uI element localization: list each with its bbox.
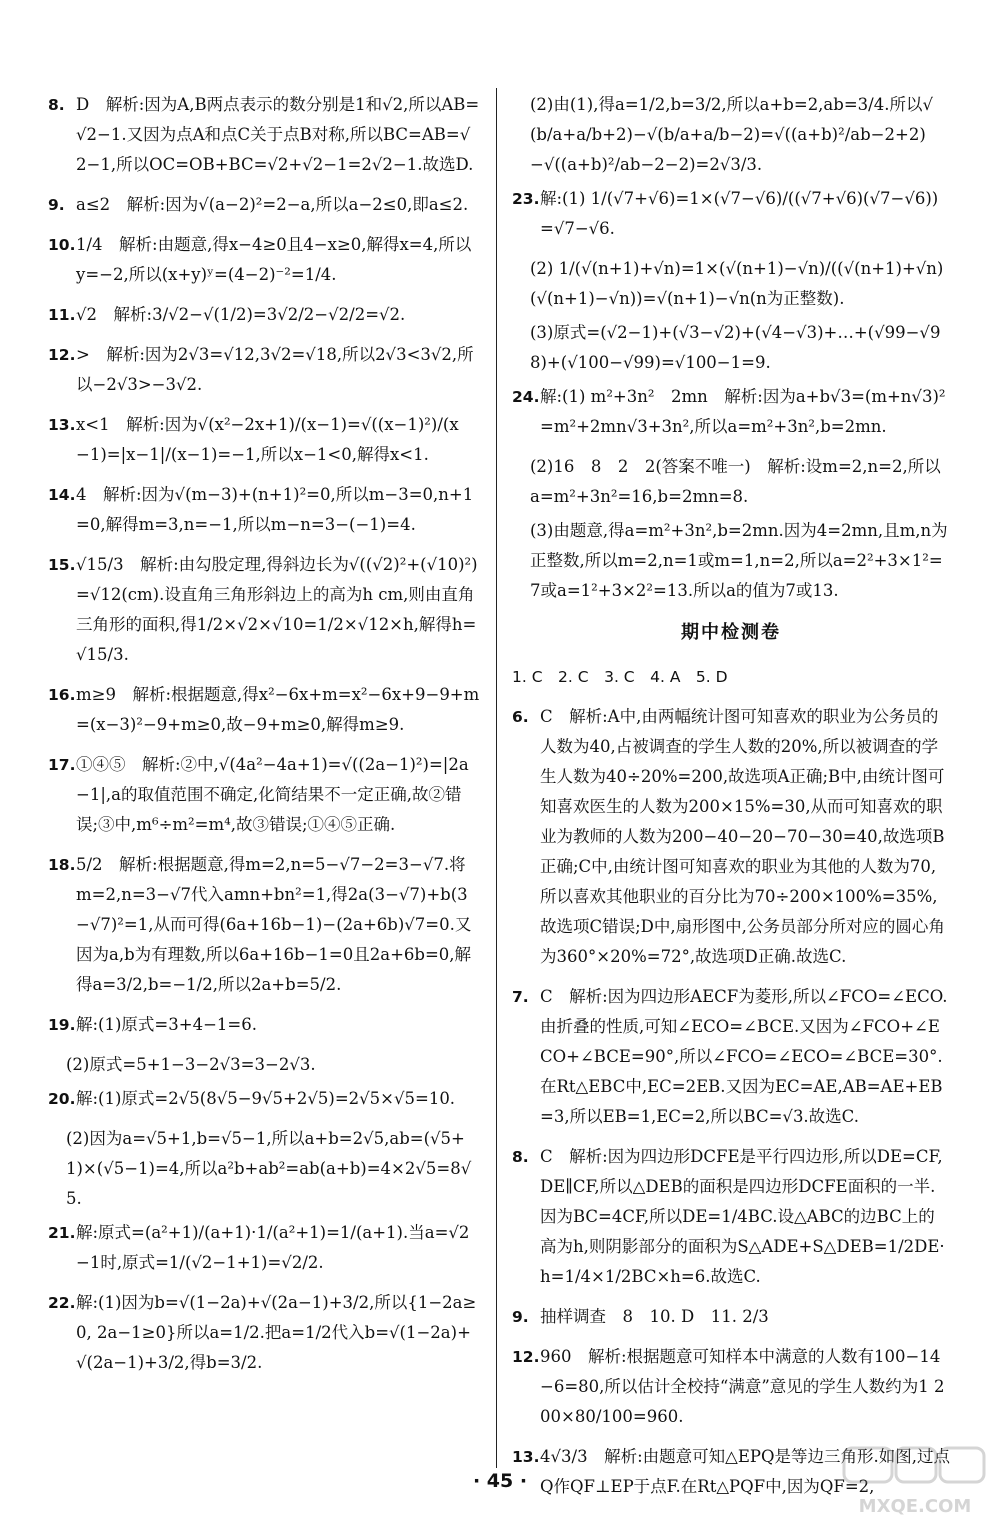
left-entry [48, 340, 480, 400]
left-entry [48, 1010, 480, 1040]
answer-text: 1/4 解析:由题意,得x−4≥0且4−x≥0,解得x=4,所以y=−2,所以(x+y)ʸ=(4−2)⁻²=1/4. [76, 235, 472, 284]
question-number: 24. [512, 388, 540, 406]
page-number: · 45 · [472, 1470, 528, 1492]
right-top-entry [512, 516, 950, 606]
left-entry [48, 300, 480, 330]
left-entry [48, 230, 480, 290]
left-entry [48, 680, 480, 740]
question-number: 14. [48, 486, 76, 504]
answer-text: (2)由(1),得a=1/2,b=3/2,所以a+b=2,ab=3/4.所以√(b/a+a/b+2)−√(b/a+a/b−2)=√((a+b)²/ab−2+2)−√((a+b)²/ab−2−2)=2√3/3. [530, 95, 933, 174]
answer-text: C 解析:A中,由两幅统计图可知喜欢的职业为公务员的人数为40,占被调查的学生人数的20%,所以被调查的学生人数为40÷20%=200,故选项A正确;B中,由统计图可知喜欢医生的人数为200×15%=30,从而可知喜欢的职业为教师的人数为200−40−20−70−30=40,故选项B正确;C中,由统计图可知喜欢的职业为其他的人数为70,所以喜欢其他职业的百分比为70÷200×100%=35%,故选项C错误;D中,扇形图中,公务员部分所对应的圆心角为360°×20%=72°,故选项D正确.故选C. [540, 707, 945, 966]
left-entry [48, 850, 480, 1000]
right-top-entry [512, 90, 950, 180]
left-entry [48, 1288, 480, 1378]
answer-text: (3)原式=(√2−1)+(√3−√2)+(√4−√3)+…+(√99−√98)+(√100−√99)=√100−1=9. [530, 323, 941, 372]
right-top-entry [512, 452, 950, 512]
svg-text:MXQE.COM: MXQE.COM [858, 1496, 972, 1517]
multiple-choice-answers: 1. C 2. C 3. C 4. A 5. D [512, 668, 728, 686]
left-entry [48, 1124, 480, 1214]
question-number: 13. [48, 416, 76, 434]
answer-text: m≥9 解析:根据题意,得x²−6x+m=x²−6x+9−9+m=(x−3)²−9+m≥0,故−9+m≥0,解得m≥9. [76, 685, 480, 734]
answer-text: C 解析:因为四边形DCFE是平行四边形,所以DE=CF,DE∥CF,所以△DEB的面积是四边形DCFE面积的一半.因为BC=4CF,所以DE=1/4BC.设△ABC的边BC上的高为h,则阴影部分的面积为S△ADE+S△DEB=1/2DE·h=1/4×1/2BC×h=6.故选C. [540, 1147, 945, 1286]
right-bottom-entry [512, 702, 950, 972]
answer-text: x<1 解析:因为√(x²−2x+1)/(x−1)=√((x−1)²)/(x−1)=|x−1|/(x−1)=−1,所以x−1<0,解得x<1. [76, 415, 459, 464]
left-entry [48, 410, 480, 470]
answer-text: (2)原式=5+1−3−2√3=3−2√3. [66, 1055, 316, 1074]
question-number: 18. [48, 856, 76, 874]
answer-text: 4√3/3 解析:由题意可知△EPQ是等边三角形.如图,过点Q作QF⊥EP于点F.在Rt△PQF中,因为QF=2, [540, 1447, 950, 1496]
question-number: 16. [48, 686, 76, 704]
answer-text: ①④⑤ 解析:②中,√(4a²−4a+1)=√((2a−1)²)=|2a−1|,a的取值范围不确定,化简结果不一定正确,故②错误;③中,m⁶÷m²=m⁴,故③错误;①④⑤正确. [76, 755, 469, 834]
right-top-entry [512, 184, 950, 244]
left-entry [48, 190, 480, 220]
left-entry [48, 480, 480, 540]
answer-text: 解:(1) 1/(√7+√6)=1×(√7−√6)/((√7+√6)(√7−√6))=√7−√6. [540, 189, 939, 238]
question-number: 9. [512, 1308, 529, 1326]
answer-text: 解:(1) m²+3n² 2mn 解析:因为a+b√3=(m+n√3)²=m²+2mn√3+3n²,所以a=m²+3n²,b=2mn. [540, 387, 946, 436]
answer-text: √2 解析:3/√2−√(1/2)=3√2/2−√2/2=√2. [76, 305, 406, 324]
question-number: 8. [48, 96, 65, 114]
question-number: 22. [48, 1294, 76, 1312]
left-entry [48, 1050, 480, 1080]
question-number: 19. [48, 1016, 76, 1034]
answer-text: √15/3 解析:由勾股定理,得斜边长为√((√2)²+(√10)²)=√12(cm).设直角三角形斜边上的高为h cm,则由直角三角形的面积,得1/2×√2×√10=1/2×√12×h,解得h=√15/3. [76, 555, 478, 664]
question-number: 6. [512, 708, 529, 726]
question-number: 12. [512, 1348, 540, 1366]
right-top-entry [512, 254, 950, 314]
right-bottom-entry [512, 1302, 950, 1332]
left-column [48, 90, 480, 1388]
right-column [512, 90, 950, 1512]
right-bottom-entry [512, 1142, 950, 1292]
answer-text: (2)16 8 2 2(答案不唯一) 解析:设m=2,n=2,所以a=m²+3n²=16,b=2mn=8. [530, 457, 941, 506]
answer-text: (3)由题意,得a=m²+3n²,b=2mn.因为4=2mn,且m,n为正整数,所以m=2,n=1或m=1,n=2,所以a=2²+3×1²=7或a=1²+3×2²=13.所以a的值为7或13. [530, 521, 948, 600]
question-number: 20. [48, 1090, 76, 1108]
watermark-logo [840, 1442, 990, 1522]
answer-text: 解:(1)因为b=√(1−2a)+√(2a−1)+3/2,所以{1−2a≥0, 2a−1≥0}所以a=1/2.把a=1/2代入b=√(1−2a)+√(2a−1)+3/2,得b=3/2. [76, 1293, 477, 1372]
answer-text: > 解析:因为2√3=√12,3√2=√18,所以2√3<3√2,所以−2√3>−3√2. [76, 345, 474, 394]
answer-text: (2) 1/(√(n+1)+√n)=1×(√(n+1)−√n)/((√(n+1)+√n)(√(n+1)−√n))=√(n+1)−√n(n为正整数). [530, 259, 944, 308]
right-top-entry [512, 382, 950, 442]
answer-text: 4 解析:因为√(m−3)+(n+1)²=0,所以m−3=0,n+1=0,解得m=3,n=−1,所以m−n=3−(−1)=4. [76, 485, 474, 534]
section-title: 期中检测卷 [681, 622, 781, 643]
answer-text: C 解析:因为四边形AECF为菱形,所以∠FCO=∠ECO.由折叠的性质,可知∠ECO=∠BCE.又因为∠FCO+∠ECO+∠BCE=90°,所以∠FCO=∠ECO=∠BCE=30°.在Rt△EBC中,EC=2EB.又因为EC=AE,AB=AE+EB=3,所以EB=1,EC=2,所以BC=√3.故选C. [540, 987, 948, 1126]
question-number: 17. [48, 756, 76, 774]
question-number: 13. [512, 1448, 540, 1466]
answer-text: 解:(1)原式=3+4−1=6. [76, 1015, 257, 1034]
column-divider [496, 88, 497, 1468]
question-number: 7. [512, 988, 529, 1006]
question-number: 23. [512, 190, 540, 208]
question-number: 12. [48, 346, 76, 364]
question-number: 15. [48, 556, 76, 574]
left-entry [48, 90, 480, 180]
answer-text: D 解析:因为A,B两点表示的数分别是1和√2,所以AB=√2−1.又因为点A和点C关于点B对称,所以BC=AB=√2−1,所以OC=OB+BC=√2+√2−1=2√2−1.故选D. [76, 95, 480, 174]
left-entry [48, 550, 480, 670]
left-entry [48, 750, 480, 840]
answer-text: (2)因为a=√5+1,b=√5−1,所以a+b=2√5,ab=(√5+1)×(√5−1)=4,所以a²b+ab²=ab(a+b)=4×2√5=8√5. [66, 1129, 472, 1208]
right-top-entry [512, 318, 950, 378]
answer-text: a≤2 解析:因为√(a−2)²=2−a,所以a−2≤0,即a≤2. [76, 195, 469, 214]
left-entry [48, 1084, 480, 1114]
answer-text: 960 解析:根据题意可知样本中满意的人数有100−14−6=80,所以估计全校持“满意”意见的学生人数约为1 200×80/100=960. [540, 1347, 945, 1426]
answer-text: 解:原式=(a²+1)/(a+1)·1/(a²+1)=1/(a+1).当a=√2−1时,原式=1/(√2−1+1)=√2/2. [76, 1223, 470, 1272]
answer-text: 5/2 解析:根据题意,得m=2,n=5−√7−2=3−√7.将m=2,n=3−√7代入amn+bn²=1,得2a(3−√7)+b(3−√7)²=1,从而可得(6a+16b−1)−(2a+6b)√7=0.又因为a,b为有理数,所以6a+16b−1=0且2a+6b=0,解得a=3/2,b=−1/2,所以2a+b=5/2. [76, 855, 472, 994]
question-number: 9. [48, 196, 65, 214]
question-number: 10. [48, 236, 76, 254]
question-number: 11. [48, 306, 76, 324]
right-bottom-answers [512, 702, 950, 1502]
answer-text: 抽样调查 8 10. D 11. 2/3 [540, 1307, 769, 1326]
right-bottom-entry [512, 982, 950, 1132]
question-number: 8. [512, 1148, 529, 1166]
answer-text: 解:(1)原式=2√5(8√5−9√5+2√5)=2√5×√5=10. [76, 1089, 456, 1108]
right-bottom-entry [512, 1342, 950, 1432]
question-number: 21. [48, 1224, 76, 1242]
left-entry [48, 1218, 480, 1278]
right-top-answers [512, 90, 950, 606]
